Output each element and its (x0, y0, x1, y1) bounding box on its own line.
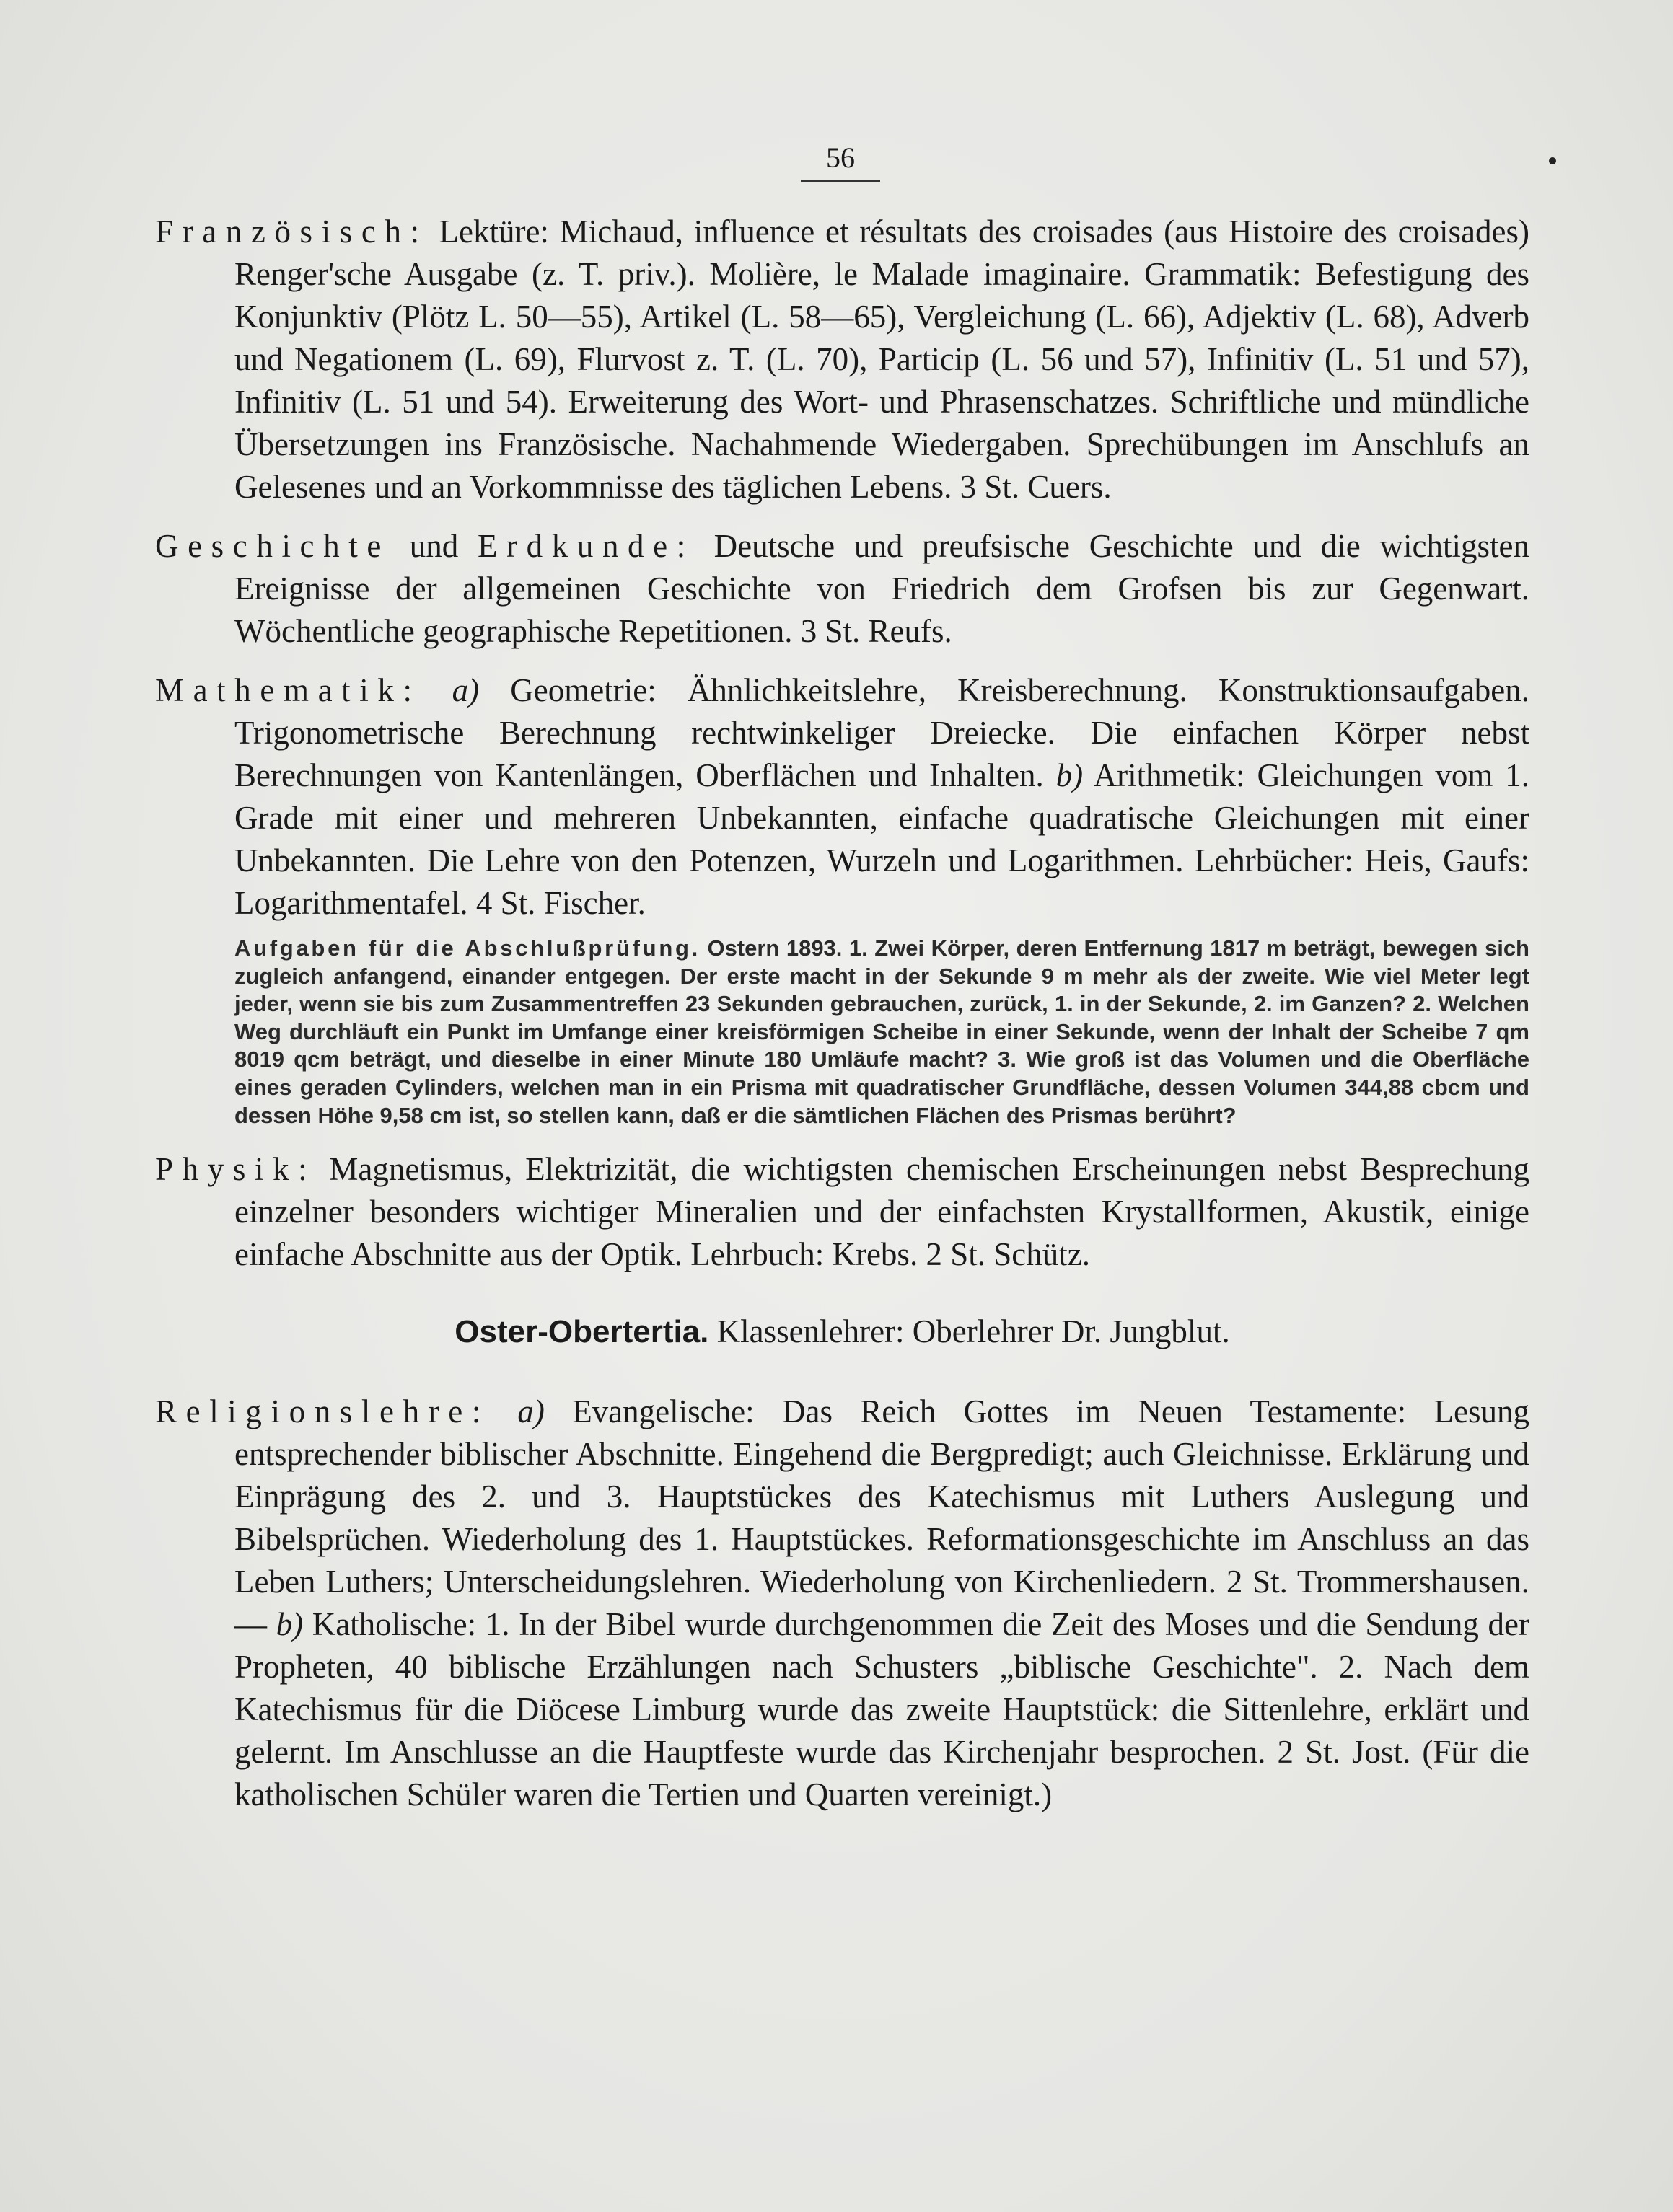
section-title: Oster-Obertertia. (455, 1314, 709, 1350)
religion-part-b-marker: b) (276, 1606, 304, 1643)
paragraph-religionslehre (155, 1391, 1529, 1816)
franzoesisch-text: Lektüre: Michaud, influence et résultats des croisades (aus Histoire des croisades) Renger'sche Ausgabe (z. T. priv.). Molière, le Malade imaginaire. Grammatik: Befestigung des Konjunktiv (Plötz L. 50—55), Artikel (L. 58—65), Vergleichung (L. 66), Adjektiv (L. 68), Adverb und Negationem (L. 69), Flurvost z. T. (L. 70), Particip (L. 56 und 57), Infinitiv (L. 51 und 57), Infinitiv (L. 51 und 54). Erweiterung des Wort- und Phrasenschatzes. Schriftliche und mündliche Übersetzungen ins Französische. Nachahmende Wiedergaben. Sprechübungen im Anschlufs an Gelesenes und an Vorkommnisse des täglichen Lebens. 3 St. Cuers. (234, 213, 1529, 505)
religion-part-a-marker: a) (517, 1393, 545, 1430)
paragraph-physik (155, 1148, 1529, 1276)
paragraph-mathematik (155, 669, 1529, 925)
exam-tasks-text: Ostern 1893. 1. Zwei Körper, deren Entfernung 1817 m beträgt, bewegen sich zugleich anfangend, einander entgegen. Der erste macht in der Sekunde 9 m mehr als der zweite. Wie viel Meter legt jeder, wenn sie bis zum Zusammentreffen 23 Sekunden gebrauchen, zurück, 1. in der Sekunde, 2. im Ganzen? 2. Welchen Weg durchläuft ein Punkt im Umfange einer kreisförmigen Scheibe in einer Sekunde, wenn der Inhalt der Scheibe 7 qm 8019 qcm beträgt, und dieselbe in einer Minute 180 Umläufe macht? 3. Wie groß ist das Volumen und die Oberfläche eines geraden Cylinders, welchen man in ein Prisma mit quadratischer Grundfläche, dessen Volumen 344,88 cbcm und dessen Höhe 9,58 cm ist, so stellen kann, daß er die sämtlichen Flächen des Prismas berührt? (234, 935, 1529, 1128)
subject-label-franzoesisch: Französisch: (155, 213, 429, 250)
ink-dot (1549, 157, 1556, 164)
religion-text-1: Evangelische: Das Reich Gottes im Neuen Testamente: Lesung entsprechender biblischer Abschnitte. Eingehend die Bergpredigt; auch Gleichnisse. Erklärung und Einprägung des 2. und 3. Hauptstückes des Katechismus mit Luthers Auslegung und Bibelsprüchen. Wiederholung des 1. Hauptstückes. Reformationsgeschichte im Anschluss an das Leben Luthers; Unterscheidungslehren. Wiederholung von Kirchenliedern. 2 St. Trommershausen. — (234, 1393, 1530, 1643)
mathematik-text-1: Geometrie: Ähnlichkeitslehre, Kreisberechnung. Konstruktionsaufgaben. Trigonometrische Berechnung rechtwinkeliger Dreiecke. Die einfachen Körper nebst Berechnungen von Kantenlängen, Oberflächen und Inhalten. (234, 672, 1530, 793)
religion-text-2: Katholische: 1. In der Bibel wurde durchgenommen die Zeit des Moses und die Sendung der Propheten, 40 biblische Erzählungen nach Schusters „biblische Geschichte". 2. Nach dem Katechismus für die Diöcese Limburg wurde das zweite Hauptstück: die Sittenlehre, erklärt und gelernt. Im Anschlusse an die Hauptfeste wurde das Kirchenjahr besprochen. 2 St. Jost. (Für die katholischen Schüler waren die Tertien und Quarten vereinigt.) (234, 1606, 1529, 1813)
paragraph-geschichte (155, 525, 1529, 653)
physik-text: Magnetismus, Elektrizität, die wichtigsten chemischen Erscheinungen nebst Besprechung einzelner besonders wichtiger Mineralien und der einfachsten Krystallformen, Akustik, einige einfache Abschnitte aus der Optik. Lehrbuch: Krebs. 2 St. Schütz. (234, 1151, 1529, 1273)
page-number: 56 (801, 141, 880, 182)
geschichte-text: Deutsche und preufsische Geschichte und die wichtigsten Ereignisse der allgemeinen Geschichte von Friedrich dem Grofsen bis zur Gegenwart. Wöchentliche geographische Repetitionen. 3 St. Reufs. (234, 528, 1529, 649)
math-part-a-marker: a) (452, 672, 480, 708)
math-part-b-marker: b) (1055, 757, 1084, 793)
section-heading (155, 1310, 1529, 1353)
mathematik-text-2: Arithmetik: Gleichungen vom 1. Grade mit einer und mehreren Unbekannten, einfache quadratische Gleichungen mit einer Unbekannten. Die Lehre von den Potenzen, Wurzeln und Logarithmen. Lehrbücher: Heis, Gaufs: Logarithmentafel. 4 St. Fischer. (234, 757, 1529, 921)
exam-tasks (155, 935, 1529, 1129)
subject-label-religionslehre: Religionslehre: (155, 1393, 490, 1430)
page-content (155, 211, 1529, 1833)
subject-label-erdkunde: Erdkunde: (477, 528, 695, 564)
paragraph-franzoesisch (155, 211, 1529, 508)
subject-label-physik: Physik: (155, 1151, 317, 1188)
section-subtitle: Klassenlehrer: Oberlehrer Dr. Jungblut. (708, 1313, 1230, 1350)
subject-label-mathematik: Mathematik: (155, 672, 421, 708)
exam-tasks-label: Aufgaben für die Abschlußprüfung. (234, 935, 701, 961)
geschichte-und: und (390, 528, 478, 564)
subject-label-geschichte: Geschichte (155, 528, 390, 564)
